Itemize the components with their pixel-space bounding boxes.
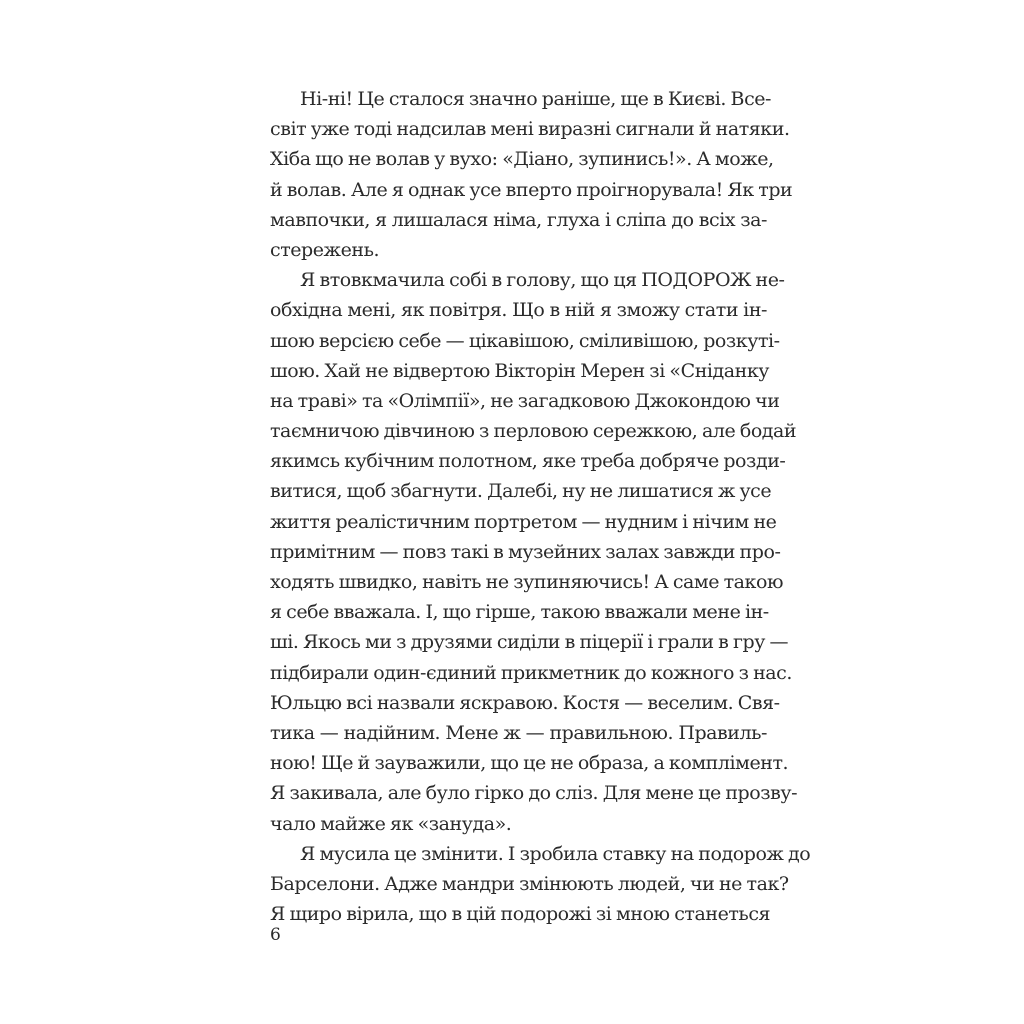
text-line: тика — надійним. Мене ж — правильною. Правиль- [270,721,767,744]
text-line: ною! Ще й зауважили, що це не образа, а комплімент. [270,752,789,775]
text-line: чало майже як «зануда». [270,812,512,835]
text-line: Я втовкмачила собі в голову, що ця ПОДОРОЖ не- [300,269,785,292]
text-line: Ні-ні! Це сталося значно раніше, ще в Києві. Все- [300,88,772,110]
text-line: таємничою дівчиною з перловою сережкою, але бодай [270,420,797,443]
paragraph-3 [270,839,811,930]
paragraph-2 [270,265,798,839]
text-line: Юльцю всі назвали яскравою. Костя — веселим. Свя- [270,691,780,714]
text-line: шою. Хай не відвертою Вікторін Мерен зі «Сніданку [270,359,770,382]
body-text [270,84,811,929]
text-line: я себе вважала. І, що гірше, такою вважали мене ін- [270,601,769,624]
text-line: ходять швидко, навіть не зупиняючись! А саме такою [270,571,784,593]
text-line: обхідна мені, як повітря. Що в ній я зможу стати ін- [270,299,767,322]
text-line: мавпочки, я лишалася німа, глуха і сліпа до всіх за- [270,208,767,231]
text-line: стережень. [270,238,380,261]
text-line: Я щиро вірила, що в цій подорожі зі мною станеться [270,903,771,926]
text-line: підбирали один-єдиний прикметник до кожного з нас. [270,661,792,684]
text-line: Хіба що не волав у вухо: «Діано, зупинись!». А може, [270,148,774,171]
page-number: 6 [270,925,281,945]
text-line: ші. Якось ми з друзями сиділи в піцерії і грали в гру — [270,631,789,654]
text-line: життя реалістичним портретом — нудним і нічим не [270,510,777,533]
paragraph-1 [270,84,793,265]
text-line: й волав. Але я однак усе вперто проігнорувала! Як три [270,178,793,201]
text-line: на траві» та «Олімпії», не загадковою Джокондою чи [270,389,780,412]
text-line: примітним — повз такі в музейних залах завжди про- [270,540,781,563]
text-line: світ уже тоді надсилав мені виразні сигнали й натяки. [270,118,790,141]
text-line: Я мусила це змінити. І зробила ставку на подорож до [300,842,811,865]
text-line: Я закивала, але було гірко до сліз. Для мене це прозву- [270,782,798,805]
text-line: шою версією себе — цікавішою, сміливішою, розкуті- [270,329,780,352]
text-line: витися, щоб збагнути. Далебі, ну не лишатися ж усе [270,480,772,503]
text-line: Барселони. Адже мандри змінюють людей, чи не так? [270,872,789,895]
text-line: якимсь кубічним полотном, яке треба добряче розди- [270,450,786,473]
